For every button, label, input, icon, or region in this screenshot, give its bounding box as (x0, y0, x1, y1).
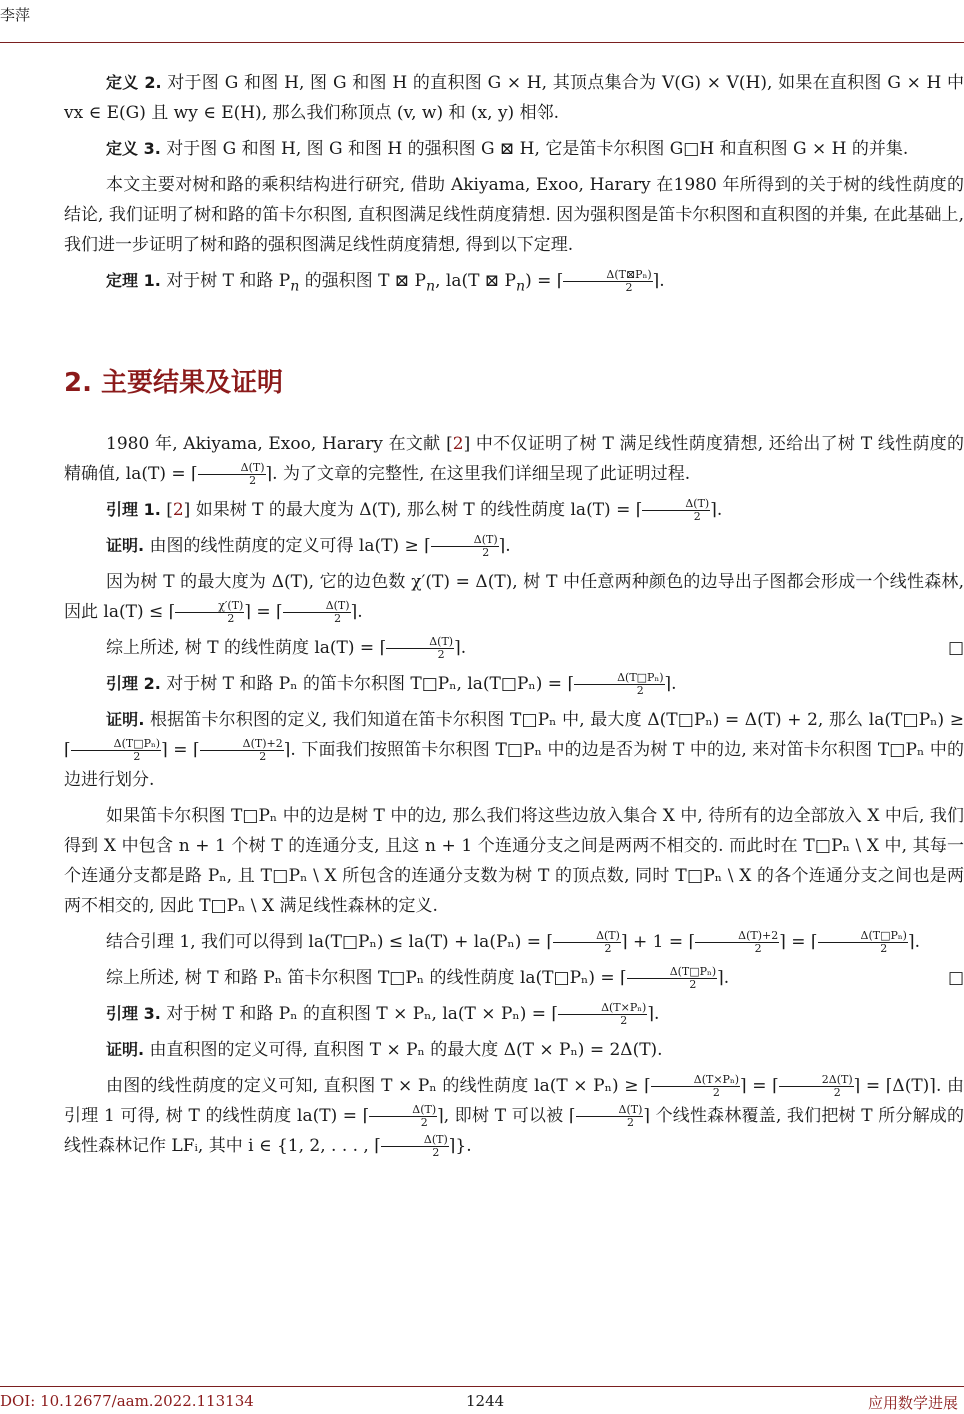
fraction: $\frac{\Delta(T)+2}{2}$ (200, 738, 284, 763)
fraction: $\frac{\chi'(T)}{2}$ (175, 600, 244, 625)
proof-3-line-1: 证明. 由直积图的定义可得, 直积图 T × Pₙ 的最大度 Δ(T × Pₙ) = 2Δ(T). (106, 1040, 663, 1061)
citation-link[interactable]: 2 (452, 434, 464, 455)
lemma-1-label: 引理 1. (106, 500, 161, 520)
proof-1-line-2: 因为树 T 的最大度为 Δ(T), 它的边色数 χ′(T) = Δ(T), 树 T 中任意两种颜色的边导出子图都会形成一个线性森林, 因此 la(T) ≤ ⌈ $\frac{\chi'(T)}{2}$ ⌉ = ⌈ $\frac{\Delta(T)}{2}$ ⌉. (64, 572, 964, 626)
definition-2-label: 定义 2. (106, 73, 162, 92)
fraction: $\frac{\text{Δ(T×Pₙ)}}{2}$ (558, 1002, 647, 1027)
fraction: $\frac{\text{Δ(T×Pₙ)}}{2}$ (651, 1074, 740, 1099)
fraction: $\frac{\Delta(T)}{2}$ (386, 636, 454, 661)
proof-2-line-3: 结合引理 1, 我们可以得到 la(T□Pₙ) ≤ la(T) + la(Pₙ) = ⌈ $\frac{\Delta(T)}{2}$ ⌉ + 1 = ⌈ $\frac{\Delta(T)+2}{2}$ ⌉ = ⌈ $\frac{\text{Δ(T□Pₙ)}}{2}$ ⌉. (106, 929, 921, 956)
paragraph-1980: 1980 年, Akiyama, Exoo, Harary 在文献 [2] 中不仅证明了树 T 满足线性荫度猜想, 还给出了树 T 线性荫度的精确值, la(T) = ⌈ $\frac{\Delta(T)}{2}$ ⌉. 为了文章的完整性, 在这里我们详细呈现了此证明过程. (64, 434, 964, 488)
lemma-1: 引理 1. [2] 如果树 T 的最大度为 Δ(T), 那么树 T 的线性荫度 la(T) = ⌈ $\frac{\Delta(T)}{2}$ ⌉. (106, 497, 723, 524)
footer-rule (0, 1386, 964, 1387)
footer-journal: 应用数学进展 (867, 1394, 958, 1412)
qed-symbol: □ (947, 638, 964, 659)
fraction: $\frac{\Delta(T)}{2}$ (431, 534, 499, 559)
theorem-1-fraction: $\frac{\text{Δ(T⊠Pₙ)}}{2}$ (563, 269, 652, 294)
proof-3-label: 证明. (106, 1040, 145, 1060)
lemma-3: 引理 3. 对于树 T 和路 Pₙ 的直积图 T × Pₙ, la(T × Pₙ) = ⌈ $\frac{\text{Δ(T×Pₙ)}}{2}$ ⌉. (106, 1001, 660, 1028)
lemma-3-label: 引理 3. (106, 1004, 161, 1024)
theorem-1-label: 定理 1. (106, 271, 161, 290)
fraction: $\frac{\Delta(T)}{2}$ (198, 462, 266, 487)
fraction: $\frac{\text{Δ(T□Pₙ)}}{2}$ (574, 672, 664, 697)
footer-page-number: 1244 (466, 1392, 505, 1410)
fraction: $\frac{\text{Δ(T□Pₙ)}}{2}$ (71, 738, 161, 763)
theorem-1-text4: ) = ⌈ (525, 271, 564, 291)
theorem-1-text3: , la(T ⊠ P (435, 271, 516, 291)
definition-3-label: 定义 3. (106, 139, 161, 158)
proof-1-line-3: 综上所述, 树 T 的线性荫度 la(T) = ⌈ $\frac{\Delta(T)}{2}$ ⌉. □ (106, 635, 964, 662)
fraction: $\frac{\text{Δ(T□Pₙ)}}{2}$ (818, 930, 908, 955)
header-rule (0, 42, 964, 43)
fraction: $\frac{\Delta(T)}{2}$ (381, 1134, 449, 1159)
proof-2-line-2: 如果笛卡尔积图 T□Pₙ 中的边是树 T 中的边, 那么我们将这些边放入集合 X 中, 待所有的边全部放入 X 中后, 我们得到 X 中包含 n + 1 个树 T 的连通分支, 且这 n + 1 个连通分支之间是两两不相交的. 而此时在 T□Pₙ \ X 中, 其每一个连通分支都是路 Pₙ, 且 T□Pₙ \ X 所包含的连通分支数为树 T 的顶点数, 同时 T□Pₙ \ X 的各个连通分支之间也是两两不相交的, 因此 T□Pₙ \ X 满足线性森林的定义. (64, 806, 964, 917)
lemma-2-label: 引理 2. (106, 674, 161, 694)
fraction: $\frac{\Delta(T)}{2}$ (283, 600, 351, 625)
fraction: $\frac{\text{Δ(T□Pₙ)}}{2}$ (627, 966, 717, 991)
fraction: $\frac{2\Delta(T)}{2}$ (779, 1074, 854, 1099)
fraction: $\frac{\Delta(T)}{2}$ (642, 498, 710, 523)
fraction: $\frac{\Delta(T)}{2}$ (369, 1104, 437, 1129)
running-header-author: 李萍 (0, 6, 31, 24)
theorem-1-text: 对于树 T 和路 P (166, 271, 291, 291)
intro-paragraph: 本文主要对树和路的乘积结构进行研究, 借助 Akiyama, Exoo, Harary 在1980 年所得到的关于树的线性荫度的结论, 我们证明了树和路的笛卡尔积图, 直积图满足线性荫度猜想. 因为强积图是笛卡尔积图和直积图的并集, 在此基础上, 我们进一步证明了树和路的强积图满足线性荫度猜想, 得到以下定理. (64, 175, 964, 255)
definition-2-text: 对于图 G 和图 H, 图 G 和图 H 的直积图 G × H, 其顶点集合为 V(G) × V(H), 如果在直积图 G × H 中 vx ∈ E(G) 且 wy ∈ E(H), 那么我们称顶点 (v, w) 和 (x, y) 相邻. (64, 73, 964, 123)
footer-doi[interactable]: DOI: 10.12677/aam.2022.113134 (0, 1392, 254, 1410)
definition-3 (64, 134, 964, 164)
section-title: 2. 主要结果及证明 (64, 368, 284, 399)
proof-2-line-1: 证明. 根据笛卡尔积图的定义, 我们知道在笛卡尔积图 T□Pₙ 中, 最大度 Δ(T□Pₙ) = Δ(T) + 2, 那么 la(T□Pₙ) ≥ ⌈ $\frac{\text{Δ(T□Pₙ)}}{2}$ ⌉ = ⌈ $\frac{\Delta(T)+2}{2}$ ⌉. 下面我们按照笛卡尔积图 T□Pₙ 中的边是否为树 T 中的边, 来对笛卡尔积图 T□Pₙ 中的边进行划分. (64, 710, 964, 791)
definition-3-text: 对于图 G 和图 H, 图 G 和图 H 的强积图 G ⊠ H, 它是笛卡尔积图 G□H 和直积图 G × H 的并集. (166, 139, 909, 159)
fraction: $\frac{\Delta(T)}{2}$ (576, 1104, 644, 1129)
fraction: $\frac{\Delta(T)}{2}$ (553, 930, 621, 955)
theorem-1-text2: 的强积图 T ⊠ P (304, 271, 426, 291)
citation-link[interactable]: 2 (172, 500, 184, 521)
proof-3-line-2: 由图的线性荫度的定义可知, 直积图 T × Pₙ 的线性荫度 la(T × Pₙ) ≥ ⌈ $\frac{\text{Δ(T×Pₙ)}}{2}$ ⌉ = ⌈ $\frac{2\Delta(T)}{2}$ ⌉ = ⌈Δ(T)⌉. 由引理 1 可得, 树 T 的线性荫度 la(T) = ⌈ $\frac{\Delta(T)}{2}$ ⌉, 即树 T 可以被 ⌈ $\frac{\Delta(T)}{2}$ ⌉ 个线性森林覆盖, 我们把树 T 所分解成的线性森林记作 LFᵢ, 其中 i ∈ {1, 2, . . . , ⌈ $\frac{\Delta(T)}{2}$ ⌉}. (64, 1073, 964, 1160)
proof-2-line-4: 综上所述, 树 T 和路 Pₙ 笛卡尔积图 T□Pₙ 的线性荫度 la(T□Pₙ) = ⌈ $\frac{\text{Δ(T□Pₙ)}}{2}$ ⌉. □ (106, 965, 964, 992)
lemma-2: 引理 2. 对于树 T 和路 Pₙ 的笛卡尔积图 T□Pₙ, la(T□Pₙ) = ⌈ $\frac{\text{Δ(T□Pₙ)}}{2}$ ⌉. (106, 671, 677, 698)
proof-1-line-1: 证明. 由图的线性荫度的定义可得 la(T) ≥ ⌈ $\frac{\Delta(T)}{2}$ ⌉. (106, 533, 511, 560)
proof-2-label: 证明. (106, 710, 145, 730)
theorem-1: 定理 1. 对于树 T 和路 $P_n$ 的强积图 T ⊠ $P_n$, la(T ⊠ $P_n$) = ⌈ $\frac{\text{Δ(T⊠Pₙ)}}{2}$ ⌉. (106, 268, 665, 295)
proof-1-label: 证明. (106, 536, 145, 556)
definition-2 (64, 68, 964, 128)
qed-symbol: □ (947, 968, 964, 989)
fraction: $\frac{\Delta(T)+2}{2}$ (695, 930, 779, 955)
page-content (64, 68, 964, 1167)
